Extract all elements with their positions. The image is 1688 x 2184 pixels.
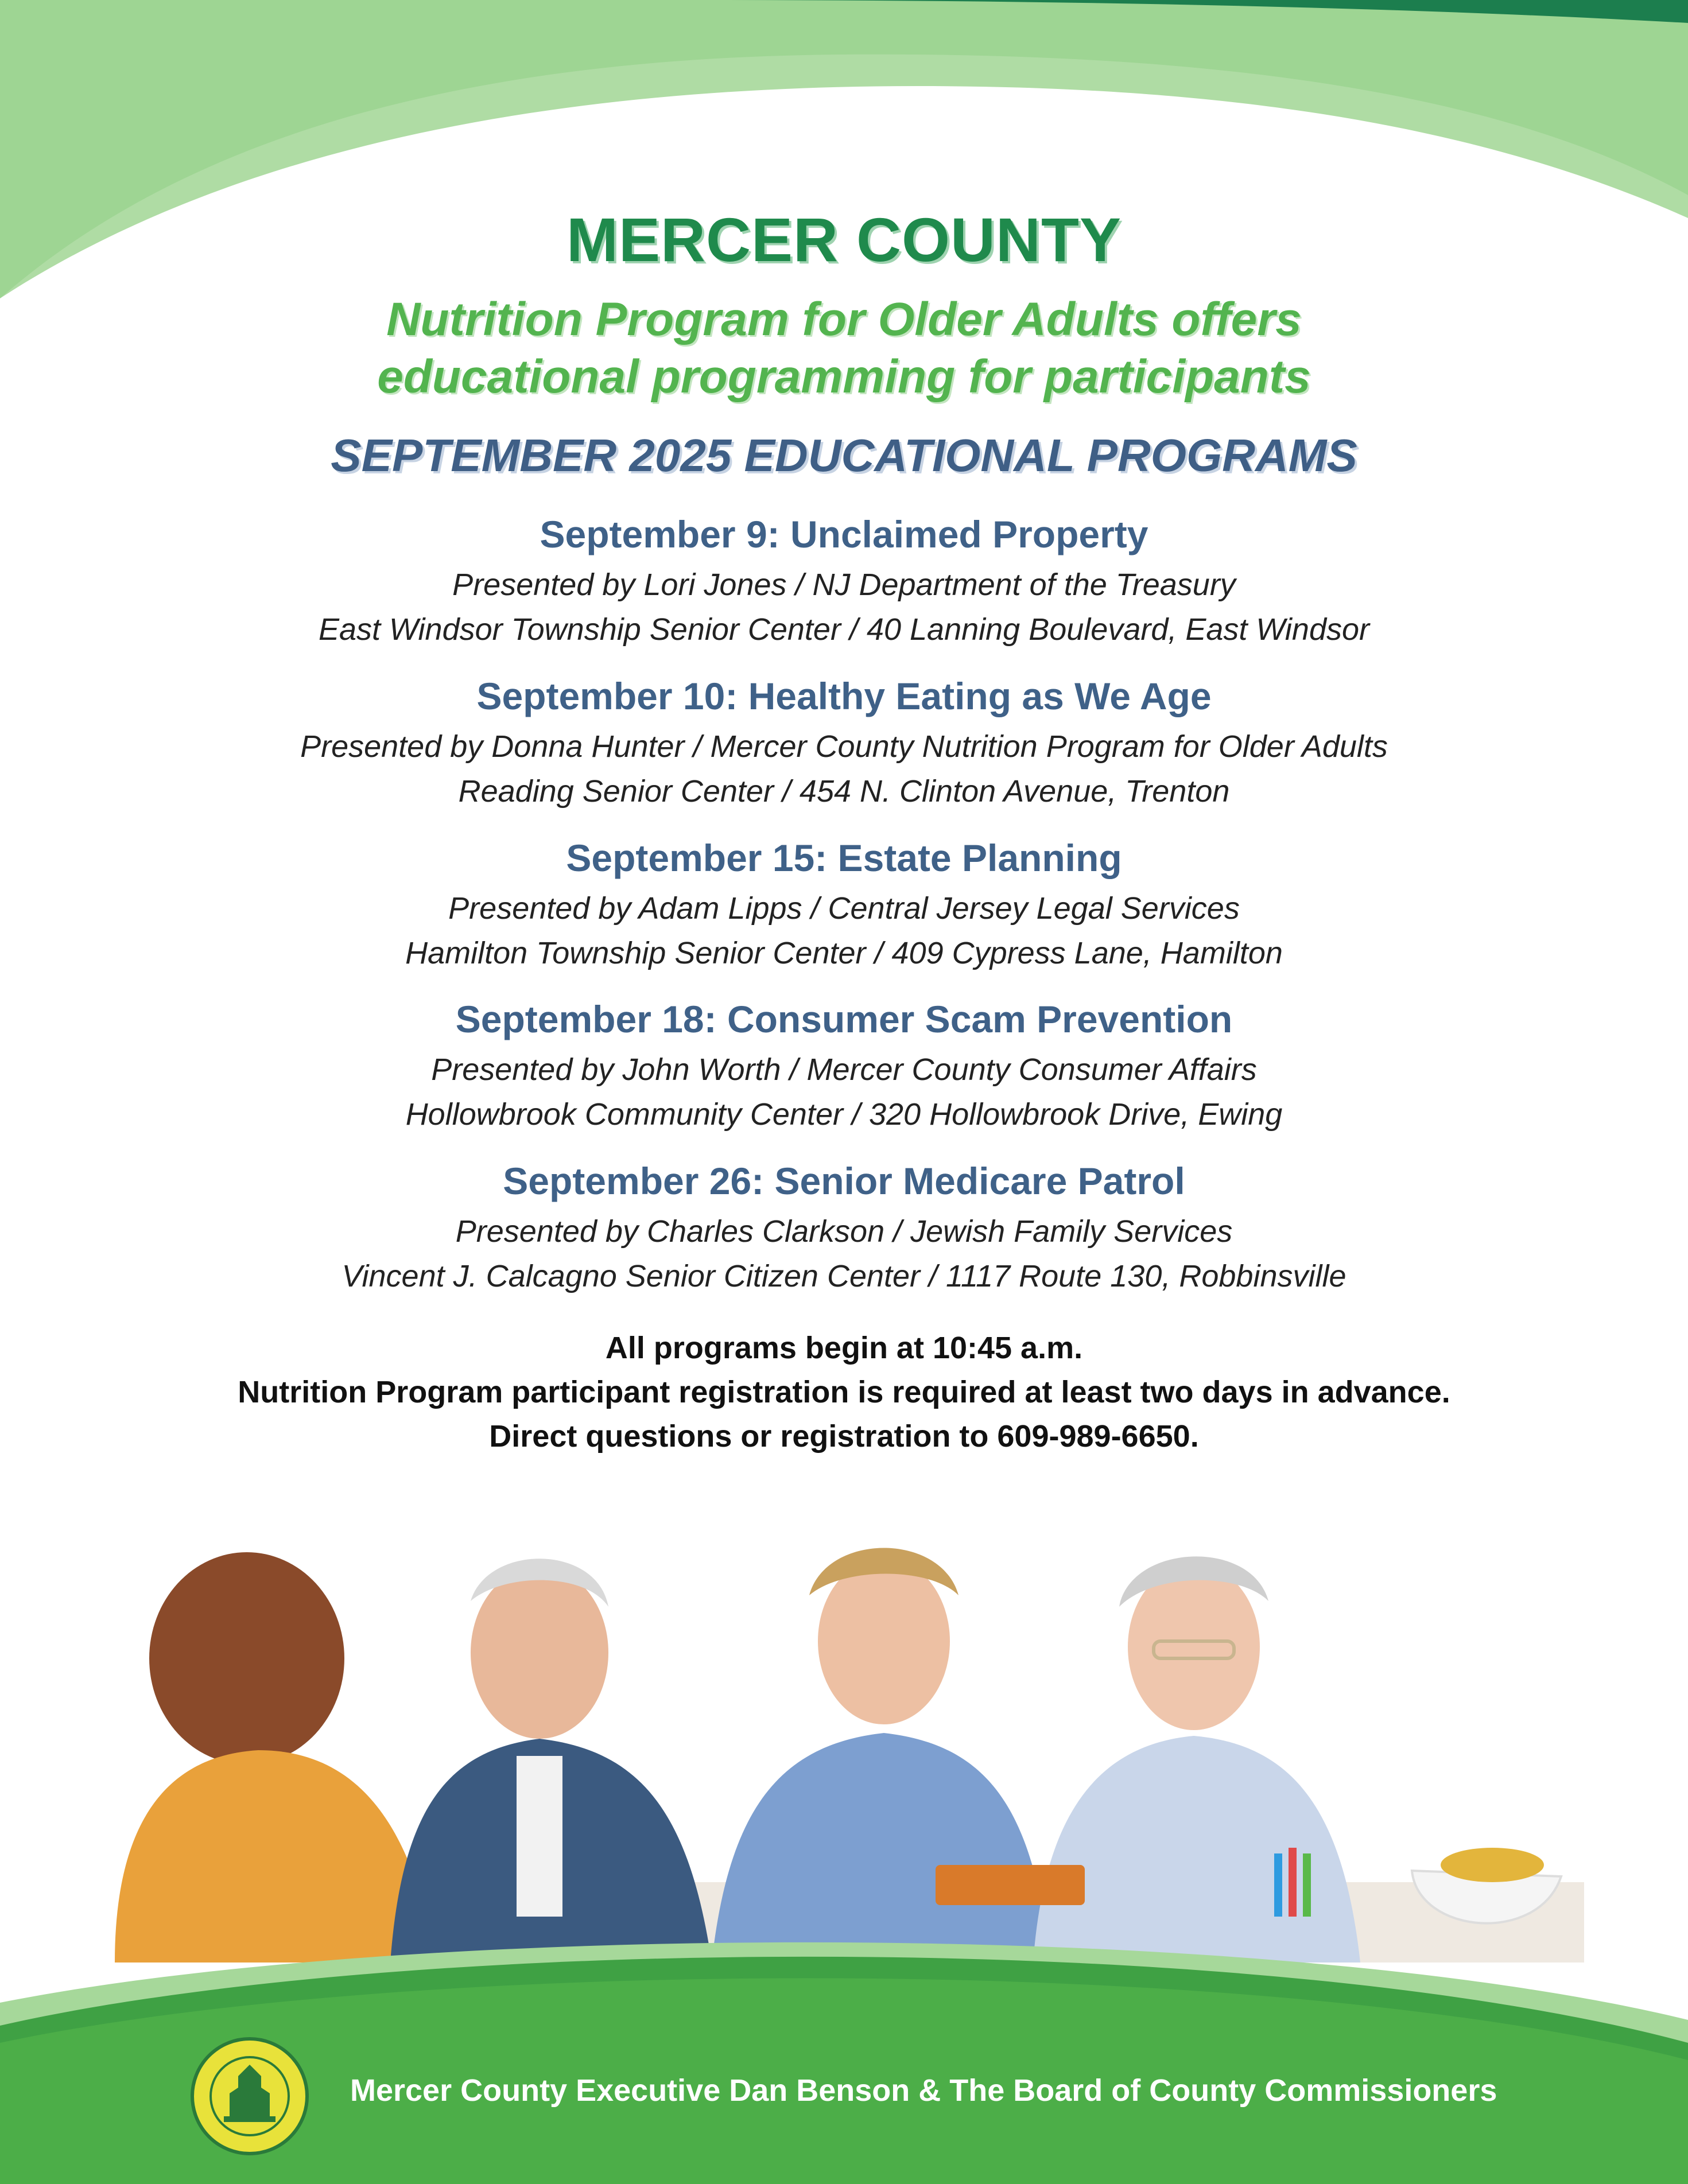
event-location: Reading Senior Center / 454 N. Clinton Avenue, Trenton — [458, 774, 1230, 809]
seniors-photo — [92, 1509, 1607, 1963]
event-location: Hamilton Township Senior Center / 409 Cypress Lane, Hamilton — [405, 936, 1283, 970]
event-location: Vincent J. Calcagno Senior Citizen Center / 1117 Route 130, Robbinsville — [342, 1259, 1346, 1293]
event-title: September 18: Consumer Scam Prevention — [455, 998, 1233, 1040]
registration-note: Nutrition Program participant registration is required at least two days in advance. — [238, 1375, 1450, 1409]
event-presenter: Presented by Adam Lipps / Central Jersey Legal Services — [448, 891, 1240, 926]
event-title: September 26: Senior Medicare Patrol — [503, 1160, 1185, 1202]
program-time-note: All programs begin at 10:45 a.m. — [605, 1331, 1083, 1365]
subtitle-line-2: educational programming for participants — [377, 351, 1311, 403]
event-title: September 15: Estate Planning — [566, 837, 1122, 879]
subtitle-line-1: Nutrition Program for Older Adults offers — [386, 293, 1302, 345]
page-title: MERCER COUNTY — [566, 205, 1122, 274]
event-location: Hollowbrook Community Center / 320 Hollowbrook Drive, Ewing — [405, 1097, 1283, 1132]
contact-note: Direct questions or registration to 609-989-6650. — [489, 1419, 1199, 1454]
section-title: SEPTEMBER 2025 EDUCATIONAL PROGRAMS — [331, 430, 1357, 481]
event-presenter: Presented by John Worth / Mercer County Consumer Affairs — [431, 1052, 1257, 1087]
event-presenter: Presented by Charles Clarkson / Jewish Family Services — [455, 1214, 1233, 1249]
event-location: East Windsor Township Senior Center / 40 Lanning Boulevard, East Windsor — [318, 612, 1370, 647]
event-presenter: Presented by Donna Hunter / Mercer County Nutrition Program for Older Adults — [300, 729, 1388, 764]
footer-credit: Mercer County Executive Dan Benson & The Board of County Commissioners — [350, 2073, 1497, 2108]
event-presenter: Presented by Lori Jones / NJ Department of the Treasury — [452, 568, 1236, 602]
event-title: September 9: Unclaimed Property — [540, 513, 1148, 555]
county-seal-icon — [189, 2036, 310, 2156]
event-title: September 10: Healthy Eating as We Age — [476, 675, 1212, 717]
